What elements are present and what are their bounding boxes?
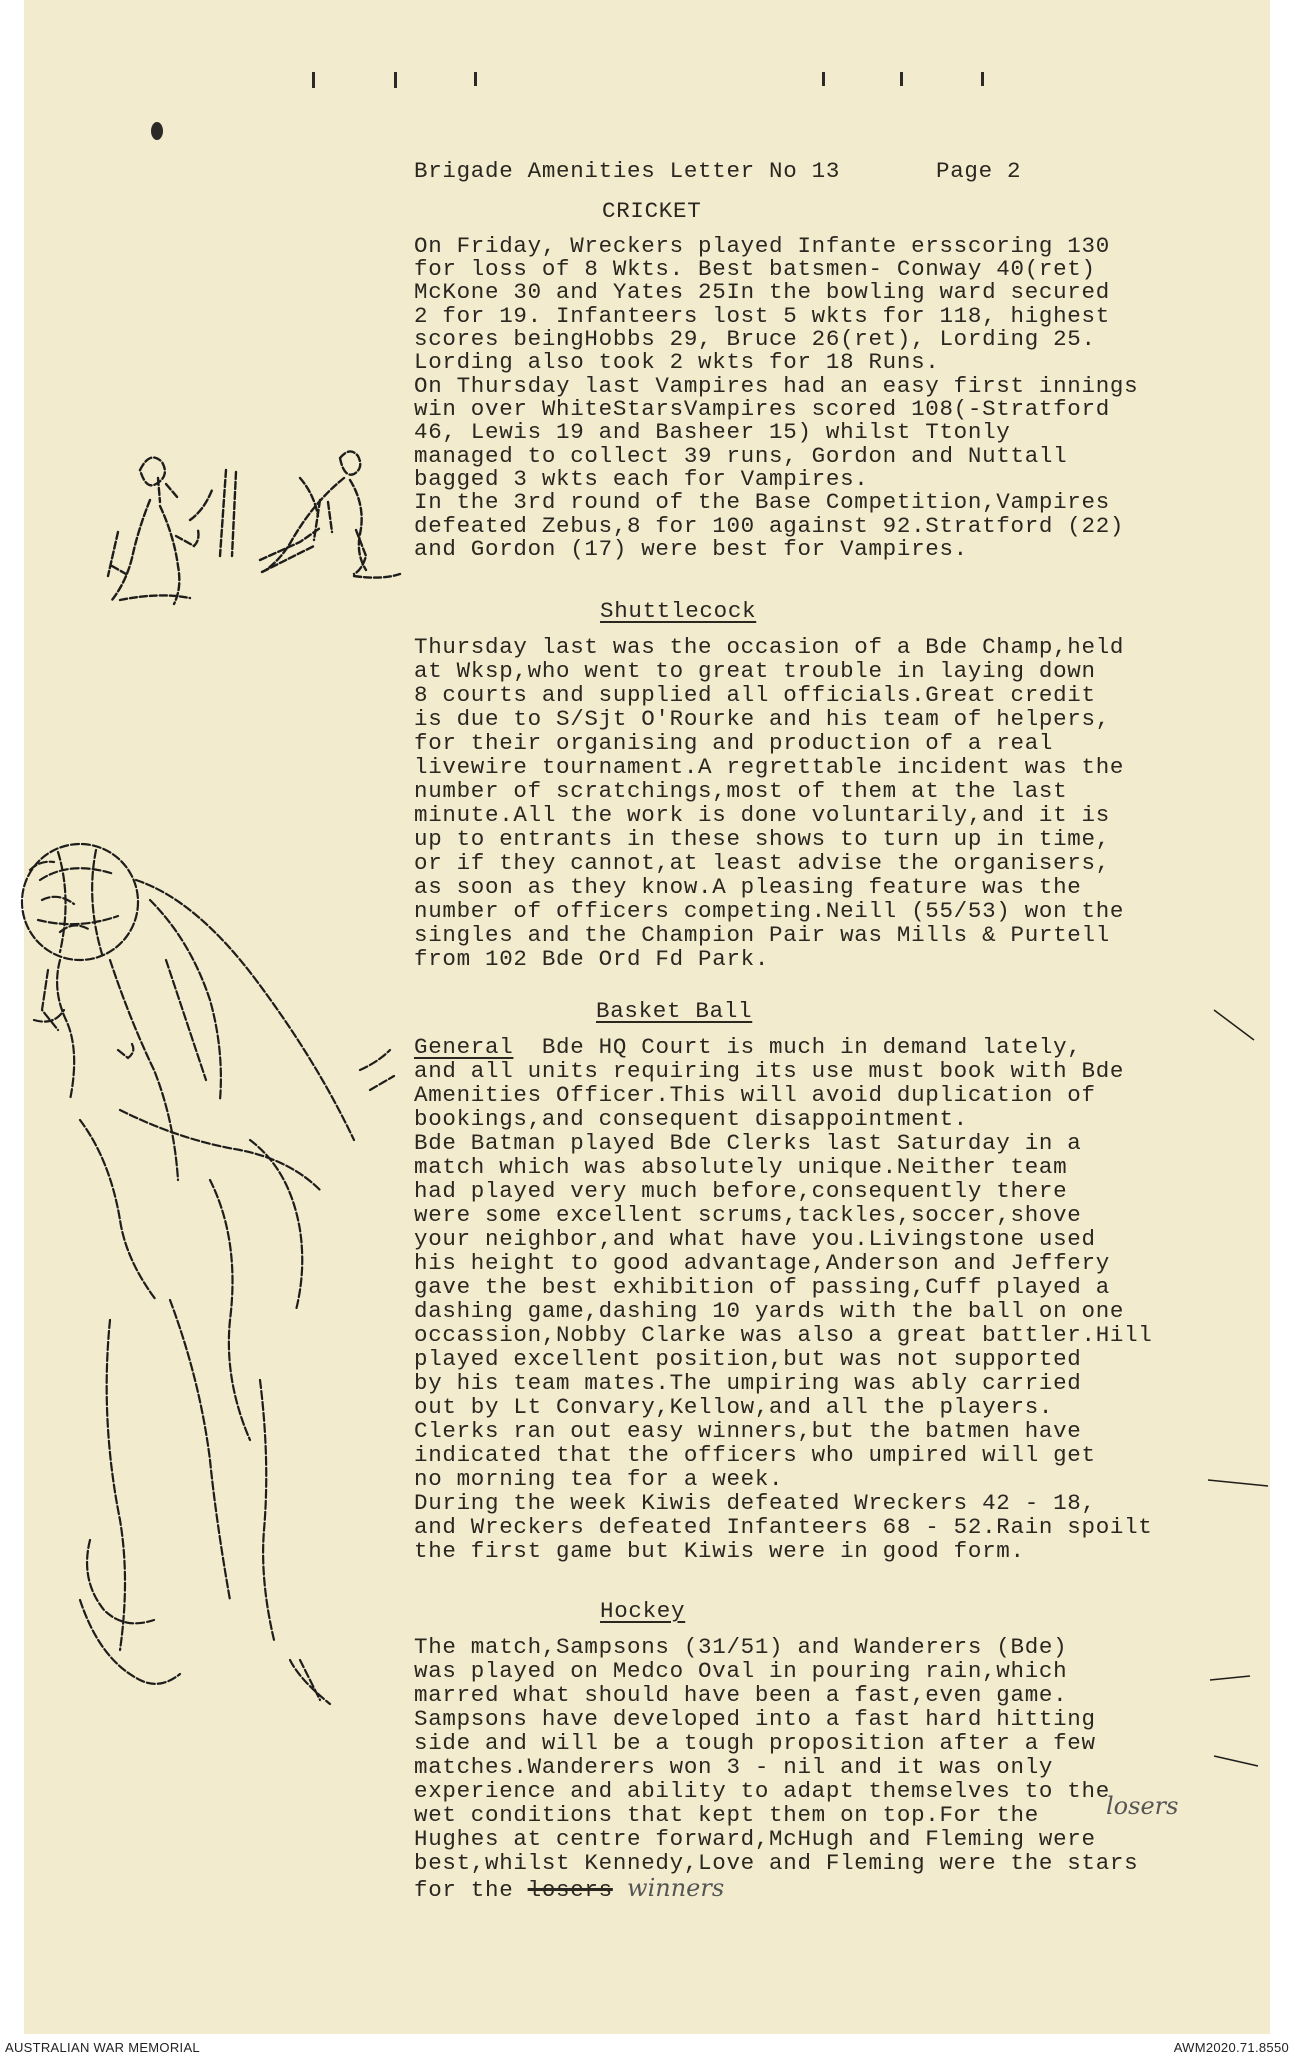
cricket-line: 2 for 19. Infanteers lost 5 wkts for 118, highest	[414, 303, 1110, 329]
handwritten-replacement: winners	[627, 1874, 725, 1902]
cricket-line: defeated Zebus,8 for 100 against 92.Stratford (22)	[414, 513, 1125, 539]
hockey-line: Hughes at centre forward,McHugh and Fleming were	[414, 1826, 1096, 1852]
shuttlecock-line: 8 courts and supplied all officials.Great credit	[414, 682, 1096, 708]
page-number: Page 2	[936, 158, 1022, 184]
cricket-line: McKone 30 and Yates 25In the bowling ward secured	[414, 279, 1110, 305]
general-label: General	[414, 1034, 514, 1060]
hockey-last-line	[414, 1876, 724, 1902]
basketball-line: bookings,and consequent disappointment.	[414, 1106, 968, 1132]
basketball-line: and all units requiring its use must book with Bde	[414, 1058, 1125, 1084]
footer-right: AWM2020.71.8550	[1173, 2040, 1289, 2055]
shuttlecock-line: for their organising and production of a real	[414, 730, 1054, 756]
shuttlecock-line: minute.All the work is done voluntarily,and it is	[414, 802, 1110, 828]
shuttlecock-line: singles and the Champion Pair was Mills & Purtell	[414, 922, 1110, 948]
basketball-line: dashing game,dashing 10 yards with the ball on one	[414, 1298, 1125, 1324]
cricket-line: On Friday, Wreckers played Infante ersscoring 130	[414, 233, 1110, 259]
basketball-line: Amenities Officer.This will avoid duplication of	[414, 1082, 1096, 1108]
hockey-line: side and will be a tough proposition after a few	[414, 1730, 1096, 1756]
shuttlecock-line: number of officers competing.Neill (55/53) won the	[414, 898, 1125, 924]
cricket-line: and Gordon (17) were best for Vampires.	[414, 536, 968, 562]
basketball-line: occassion,Nobby Clarke was also a great battler.Hill	[414, 1322, 1153, 1348]
shuttlecock-line: or if they cannot,at least advise the organisers,	[414, 850, 1110, 876]
shuttlecock-line: up to entrants in these shows to turn up in time,	[414, 826, 1110, 852]
last-line-prefix: for the	[414, 1877, 528, 1903]
shuttlecock-heading: Shuttlecock	[600, 598, 757, 624]
hockey-line: best,whilst Kennedy,Love and Fleming were the stars	[414, 1850, 1139, 1876]
shuttlecock-line: is due to S/Sjt O'Rourke and his team of helpers,	[414, 706, 1110, 732]
letter-title: Brigade Amenities Letter No 13	[414, 158, 841, 184]
handwritten-insert: losers	[1106, 1792, 1179, 1820]
cricket-line: for loss of 8 Wkts. Best batsmen- Conway 40(ret)	[414, 256, 1096, 282]
basketball-line: had played very much before,consequently there	[414, 1178, 1068, 1204]
shuttlecock-line: as soon as they know.A pleasing feature was the	[414, 874, 1082, 900]
cricket-line: scores beingHobbs 29, Bruce 26(ret), Lording 25.	[414, 326, 1096, 352]
basketball-line: gave the best exhibition of passing,Cuff played a	[414, 1274, 1110, 1300]
shuttlecock-line: from 102 Bde Ord Fd Park.	[414, 946, 770, 972]
cricket-line: managed to collect 39 runs, Gordon and Nuttall	[414, 443, 1068, 469]
basketball-line: the first game but Kiwis were in good form.	[414, 1538, 1025, 1564]
hockey-heading: Hockey	[600, 1598, 686, 1624]
struck-word: losers	[527, 1877, 613, 1903]
shuttlecock-line: livewire tournament.A regrettable incident was the	[414, 754, 1125, 780]
hockey-line: marred what should have been a fast,even game.	[414, 1682, 1068, 1708]
basketball-line: match which was absolutely unique.Neither team	[414, 1154, 1068, 1180]
shuttlecock-line: at Wksp,who went to great trouble in laying down	[414, 658, 1096, 684]
hockey-line: wet conditions that kept them on top.For the	[414, 1802, 1039, 1828]
cricket-heading: CRICKET	[602, 198, 702, 224]
basketball-line: your neighbor,and what have you.Livingstone used	[414, 1226, 1096, 1252]
basketball-heading: Basket Ball	[596, 998, 753, 1024]
hockey-line: matches.Wanderers won 3 - nil and it was only	[414, 1754, 1054, 1780]
cricket-line: Lording also took 2 wkts for 18 Runs.	[414, 349, 940, 375]
hockey-line: experience and ability to adapt themselves to the	[414, 1778, 1110, 1804]
cricket-line: win over WhiteStarsVampires scored 108(-Stratford	[414, 396, 1110, 422]
shuttlecock-line: Thursday last was the occasion of a Bde Champ,held	[414, 634, 1125, 660]
archive-footer	[0, 2036, 1295, 2061]
cricket-line: On Thursday last Vampires had an easy first innings	[414, 373, 1139, 399]
basketball-line: and Wreckers defeated Infanteers 68 - 52.Rain spoilt	[414, 1514, 1153, 1540]
hockey-line: The match,Sampsons (31/51) and Wanderers (Bde)	[414, 1634, 1068, 1660]
cricket-line: In the 3rd round of the Base Competition,Vampires	[414, 489, 1110, 515]
basketball-line: indicated that the officers who umpired will get	[414, 1442, 1096, 1468]
basketball-line: no morning tea for a week.	[414, 1466, 784, 1492]
cricket-line: bagged 3 wkts each for Vampires.	[414, 466, 869, 492]
basketball-line: During the week Kiwis defeated Wreckers 42 - 18,	[414, 1490, 1096, 1516]
basketball-line: played excellent position,but was not supported	[414, 1346, 1082, 1372]
basketball-line: Clerks ran out easy winners,but the batmen have	[414, 1418, 1082, 1444]
cricket-line: 46, Lewis 19 and Basheer 15) whilst Ttonly	[414, 419, 1011, 445]
shuttlecock-line: number of scratchings,most of them at the last	[414, 778, 1068, 804]
basketball-line: out by Lt Convary,Kellow,and all the players.	[414, 1394, 1054, 1420]
hockey-line: Sampsons have developed into a fast hard hitting	[414, 1706, 1096, 1732]
basketball-line: Bde Batman played Bde Clerks last Saturday in a	[414, 1130, 1082, 1156]
hockey-line: was played on Medco Oval in pouring rain,which	[414, 1658, 1068, 1684]
basketball-line: his height to good advantage,Anderson and Jeffery	[414, 1250, 1110, 1276]
basketball-general-line	[414, 1036, 1082, 1059]
general-line-text: Bde HQ Court is much in demand lately,	[513, 1034, 1082, 1060]
basketball-line: by his team mates.The umpiring was ably carried	[414, 1370, 1082, 1396]
footer-left: AUSTRALIAN WAR MEMORIAL	[5, 2040, 200, 2055]
basketball-line: were some excellent scrums,tackles,soccer,shove	[414, 1202, 1082, 1228]
